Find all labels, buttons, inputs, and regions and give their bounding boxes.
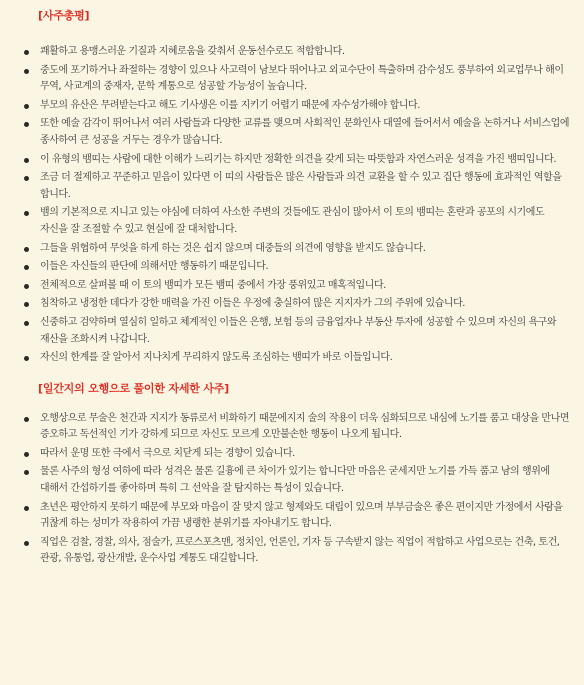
list-item-text: 오행상으로 무술은 천간과 지지가 동류로서 비화하기 때문에지지 술의 작용이 더욱 심화되므로 내심에 노기를 품고 대상을 만나면 증오하고 독선적인 기가 강하게 되므로 자신도 모르게 오만불손한 행동이 나오게 됩니다. <box>40 412 570 441</box>
bullet-dot-icon <box>24 356 29 361</box>
list-item <box>22 63 570 96</box>
list-item <box>22 44 570 61</box>
list-item-text: 조금 더 절제하고 꾸준하고 믿음이 있다면 이 띠의 사람들은 많은 사람들과 의견 교환을 할 수 있고 집단 행동에 효과적인 역할을 합니다. <box>40 172 562 200</box>
list-item-text: 쾌활하고 용맹스러운 기질과 지혜로움을 갖춰서 운동선수로도 적합합니다. <box>40 46 345 57</box>
list-item <box>22 241 570 258</box>
bullet-dot-icon <box>24 506 29 511</box>
list-item-text: 침착하고 냉정한 데다가 강한 매력을 가진 이들은 우정에 충실하여 많은 지지자가 그의 주위에 있습니다. <box>40 298 466 310</box>
list-item <box>22 170 570 203</box>
summary-list <box>22 44 570 367</box>
bullet-dot-icon <box>24 247 29 252</box>
list-item-text: 그들을 위협하여 무엇을 하게 하는 것은 쉽지 않으며 대중들의 의견에 영향을 받지도 않습니다. <box>40 242 426 254</box>
bullet-dot-icon <box>24 321 29 326</box>
bullet-dot-icon <box>24 176 29 181</box>
bullet-dot-icon <box>24 284 29 289</box>
list-item <box>22 152 570 169</box>
bullet-dot-icon <box>24 452 29 457</box>
list-item <box>22 350 570 367</box>
list-item <box>22 500 570 533</box>
list-item-text: 신중하고 검약하며 열심히 일하고 체계적인 이들은 은행, 보험 등의 금융업자나 부동산 투자에 성공할 수 있으며 자신의 욕구와 재산을 조화시켜 나갑니다. <box>40 316 557 345</box>
detail-list <box>22 411 570 568</box>
bullet-dot-icon <box>24 104 29 109</box>
list-item <box>22 446 570 463</box>
section-title-summary: [사주총평] <box>38 9 90 22</box>
list-item <box>22 278 570 295</box>
list-item-text: 이들은 자신들의 판단에 의해서만 행동하기 때문입니다. <box>40 261 269 273</box>
list-item <box>22 205 570 238</box>
bullet-dot-icon <box>24 541 29 546</box>
section-title-detail: [일간지의 오행으로 풀이한 자세한 사주] <box>38 381 229 395</box>
list-item-text: 뱀의 기본적으로 지니고 있는 야심에 더하여 사소한 주변의 것들에도 관심이 많아서 이 토의 뱀띠는 혼란과 공포의 시기에도 자신을 잘 조절할 수 있고 현실에 잘 대처합니다. <box>40 207 545 235</box>
bullet-dot-icon <box>24 302 29 307</box>
list-item <box>22 259 570 276</box>
list-item-text: 또한 예술 감각이 뛰어나서 여러 사람들과 다양한 교류를 맺으며 사회적인 문화인사 대열에 들어서서 예술을 논하거나 서비스업에 종사하여 큰 성공을 거두는 경우가 많습니다. <box>40 118 570 146</box>
list-item-text: 따라서 운명 또한 극에서 극으로 치닫게 되는 경향이 있습니다. <box>40 447 295 459</box>
bullet-dot-icon <box>24 158 29 163</box>
list-item <box>22 411 570 444</box>
list-item <box>22 315 570 348</box>
list-item <box>22 98 570 115</box>
bullet-dot-icon <box>24 122 29 127</box>
list-item <box>22 296 570 313</box>
list-item-text: 초년은 평안하지 못하기 때문에 부모와 마음이 잘 맞지 않고 형제와도 대립이 있으며 부부금술은 좋은 편이지만 가정에서 사람을 귀찮게 하는 성미가 작용하여 가끔 냉랭한 분위기를 자아내기도 합니다. <box>40 501 563 530</box>
list-item-text: 직업은 검찰, 경찰, 의사, 점술가, 프로스포츠맨, 정치인, 언론인, 기자 등 구속받지 않는 직업이 적합하고 사업으로는 건축, 토건, 관광, 유통업, 광산개발, 운수사업 계통도 대길합니다. <box>40 536 560 565</box>
list-item <box>22 535 570 568</box>
bullet-dot-icon <box>24 211 29 216</box>
list-item <box>22 116 570 149</box>
list-item-text: 물론 사주의 형성 여하에 따라 성격은 물론 길흉에 큰 차이가 있기는 합니다만 마음은 굳세지만 노기를 가득 품고 남의 행위에 대해서 간섭하기를 좋아하며 특히 그 선악을 잘 탐지하는 특성이 있습니다. <box>40 466 550 495</box>
list-item-text: 중도에 포기하거나 좌절하는 경향이 있으나 사고력이 남보다 뛰어나고 외교수단이 특출하며 감수성도 풍부하여 외교업무나 해이 무역, 사교계의 중재자, 문학 계통으로 성공할 가능성이 높습니다. <box>40 64 564 93</box>
bullet-dot-icon <box>24 50 29 55</box>
bullet-dot-icon <box>24 69 29 74</box>
list-item-text: 자신의 한계를 잘 알아서 지나치게 무리하지 않도록 조심하는 뱀띠가 바로 이들입니다. <box>40 352 393 364</box>
bullet-dot-icon <box>24 417 29 422</box>
list-item-text: 이 유형의 뱀띠는 사람에 대한 이해가 느리기는 하지만 정확한 의견을 갖게 되는 따뜻함과 자연스러운 성격을 가진 뱀띠입니다. <box>40 153 557 165</box>
bullet-dot-icon <box>24 265 29 270</box>
list-item-text: 부모의 유산은 무려받는다고 해도 기사생은 이를 지키기 어렵기 때문에 자수성가해야 합니다. <box>40 99 420 111</box>
bullet-dot-icon <box>24 470 29 475</box>
list-item <box>22 464 570 497</box>
list-item-text: 전체적으로 살펴볼 때 이 토의 뱀띠가 모든 뱀띠 중에서 가장 풍위있고 매혹적입니다. <box>40 279 386 291</box>
